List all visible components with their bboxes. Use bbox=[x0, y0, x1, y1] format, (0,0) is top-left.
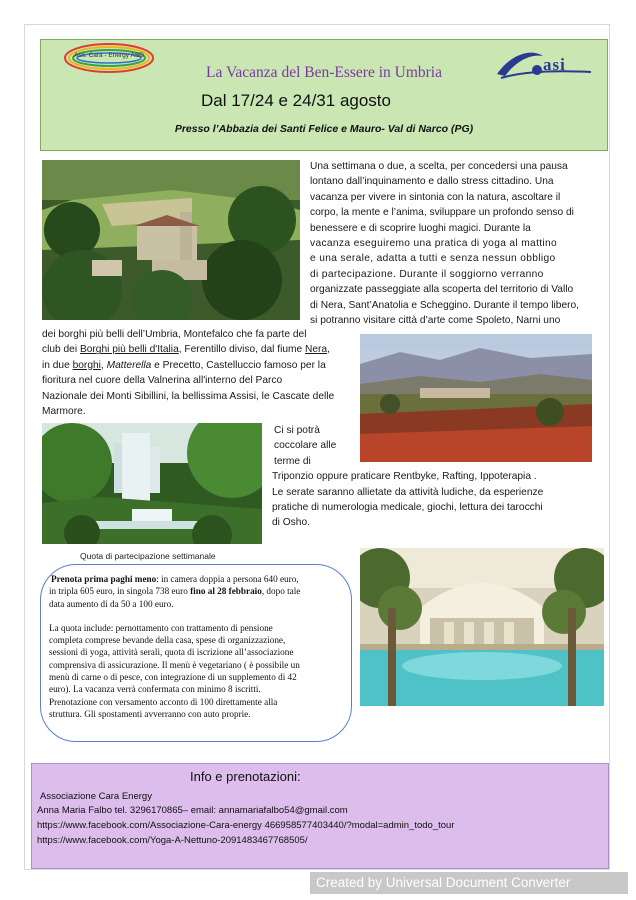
info-title: Info e prenotazioni: bbox=[190, 769, 301, 784]
price-lead-text: : in camera doppia a persona 640 euro, bbox=[156, 574, 299, 584]
price-includes bbox=[49, 622, 351, 720]
includes-line: completa comprese bevande della casa, spese di organizzazione, bbox=[49, 635, 286, 646]
activities-text bbox=[272, 423, 612, 531]
activities-line: Ci si potrà bbox=[274, 425, 320, 436]
includes-line: euro). La vacanza verrà confermata con minimo 8 iscritti. bbox=[49, 684, 261, 695]
facebook-link-yoga[interactable]: https://www.facebook.com/Yoga-A-Nettuno-2091483467768505/ bbox=[37, 835, 308, 846]
intro-text-right bbox=[310, 159, 610, 328]
activities-line: di Osho. bbox=[272, 517, 310, 529]
event-dates: Dal 17/24 e 24/31 agosto bbox=[201, 91, 391, 110]
facebook-link-association[interactable]: https://www.facebook.com/Associazione-Cara-energy 466958577403440/?modal=admin_todo_tour bbox=[37, 820, 455, 831]
text-fragment: , bbox=[100, 359, 107, 371]
intro-line: Una settimana o due, a scelta, per concedersi una pausa bbox=[310, 161, 568, 172]
intro-line: benessere e di scoprire luoghi magici. Durante la bbox=[310, 222, 531, 234]
price-deadline: fino al 28 febbraio bbox=[190, 586, 262, 597]
asi-logo-text: asi bbox=[543, 55, 566, 74]
intro-line: dei borghi più belli dell’Umbria, Montefalco che fa parte del bbox=[42, 329, 307, 340]
price-text: , dopo tale bbox=[261, 586, 301, 597]
activities-line: terme di bbox=[274, 455, 311, 467]
intro-line: vacanza per vivere in sintonia con la natura, ascoltare il bbox=[310, 191, 561, 203]
intro-line bbox=[42, 342, 352, 357]
price-text: in tripla 605 euro, in singola 738 euro bbox=[49, 586, 191, 597]
activities-line: coccolare alle bbox=[274, 440, 337, 452]
contact-footer bbox=[31, 763, 609, 869]
includes-line: struttura. Gli spostamenti avverranno con auto proprie. bbox=[49, 708, 251, 719]
intro-line: e una serale, adatta a tutti e senza nessun obbligo bbox=[310, 253, 556, 265]
price-lead bbox=[49, 573, 351, 585]
price-line: data aumento di da 50 a 100 euro. bbox=[49, 598, 174, 609]
intro-line: di Nera, Sant’Anatolia e Scheggino. Durante il tempo libero, bbox=[310, 299, 579, 311]
contact-details[interactable]: Anna Maria Falbo tel. 3296170865– email: annamariafalbo54@gmail.com bbox=[37, 805, 348, 816]
intro-text-continued bbox=[42, 327, 352, 419]
text-fragment: club dei bbox=[42, 344, 80, 356]
activities-line: pratiche di numerologia medicale, giochi, lettura dei tarocchi bbox=[272, 502, 543, 514]
text-fragment: , Ferentillo diviso, dal fiume bbox=[178, 344, 306, 356]
intro-line: si potranno visitare città d’arte come Spoleto, Narni uno bbox=[310, 315, 561, 327]
intro-line: fioritura nel cuore della Valnerina all'interno del Parco bbox=[42, 375, 283, 387]
includes-line: sessioni di yoga, attività serali, quota di iscrizione all’associazione bbox=[49, 647, 294, 658]
intro-line: organizzate passeggiate alla scoperta del territorio di Vallo bbox=[310, 284, 574, 296]
includes-line: menù di carne o di pesce, con integrazione di un supplemento di 42 bbox=[49, 672, 297, 683]
page-title: La Vacanza del Ben-Essere in Umbria bbox=[206, 64, 442, 81]
price-caption: Quota di partecipazione settimanale bbox=[80, 551, 216, 561]
borghi-link[interactable]: borghi bbox=[72, 359, 101, 371]
intro-line: Marmore. bbox=[42, 406, 86, 418]
price-line bbox=[49, 585, 351, 597]
waterfall-photo bbox=[42, 423, 262, 544]
logo-left-text: Ass. Cara - Energy ASD bbox=[74, 52, 144, 59]
borghi-italia-link[interactable]: Borghi più belli d'Italia bbox=[79, 344, 179, 356]
intro-line: vacanza eseguiremo una pratica di yoga al mattino bbox=[310, 238, 558, 250]
event-location: Presso l’Abbazia dei Santi Felice e Mauro- Val di Narco (PG) bbox=[174, 123, 474, 135]
text-fragment: in due bbox=[42, 359, 73, 371]
intro-line: lontano dall’inquinamento e dallo stress cittadino. Una bbox=[310, 176, 554, 188]
intro-line: Nazionale dei Monti Sibillini, la bellissima Assisi, le Cascate delle bbox=[42, 390, 335, 402]
intro-line: di partecipazione. Durante il soggiorno verranno bbox=[310, 268, 544, 280]
intro-line bbox=[42, 358, 352, 373]
text-fragment: , bbox=[327, 344, 330, 356]
association-name: Associazione Cara Energy bbox=[40, 791, 152, 802]
nera-link[interactable]: Nera bbox=[305, 344, 328, 356]
activities-line: Le serate saranno allietate da attività ludiche, da esperienze bbox=[272, 486, 544, 498]
intro-line: corpo, la mente e l’anima, sviluppare un profondo senso di bbox=[310, 207, 574, 219]
text-fragment-italic: Matterella bbox=[106, 359, 152, 371]
converter-watermark: Created by Universal Document Converter bbox=[310, 872, 628, 894]
activities-line: Triponzio oppure praticare Rentbyke, Rafting, Ippoterapia . bbox=[272, 471, 537, 483]
header-banner bbox=[40, 39, 608, 151]
includes-line: comprensiva di assicurazione. Il menù è vegetariano ( è possibile un bbox=[49, 659, 300, 670]
includes-line: La quota include: pernottamento con trattamento di pensione bbox=[49, 622, 273, 633]
abbey-photo bbox=[42, 160, 300, 320]
text-fragment: e Precetto, Castelluccio famoso per la bbox=[151, 359, 326, 371]
price-box bbox=[40, 564, 352, 742]
spa-pool-photo bbox=[360, 548, 604, 706]
includes-line: Prenotazione con versamento acconto di 100 direttamente alla bbox=[49, 696, 278, 707]
price-lead-bold: Prenota prima paghi meno bbox=[51, 574, 157, 584]
